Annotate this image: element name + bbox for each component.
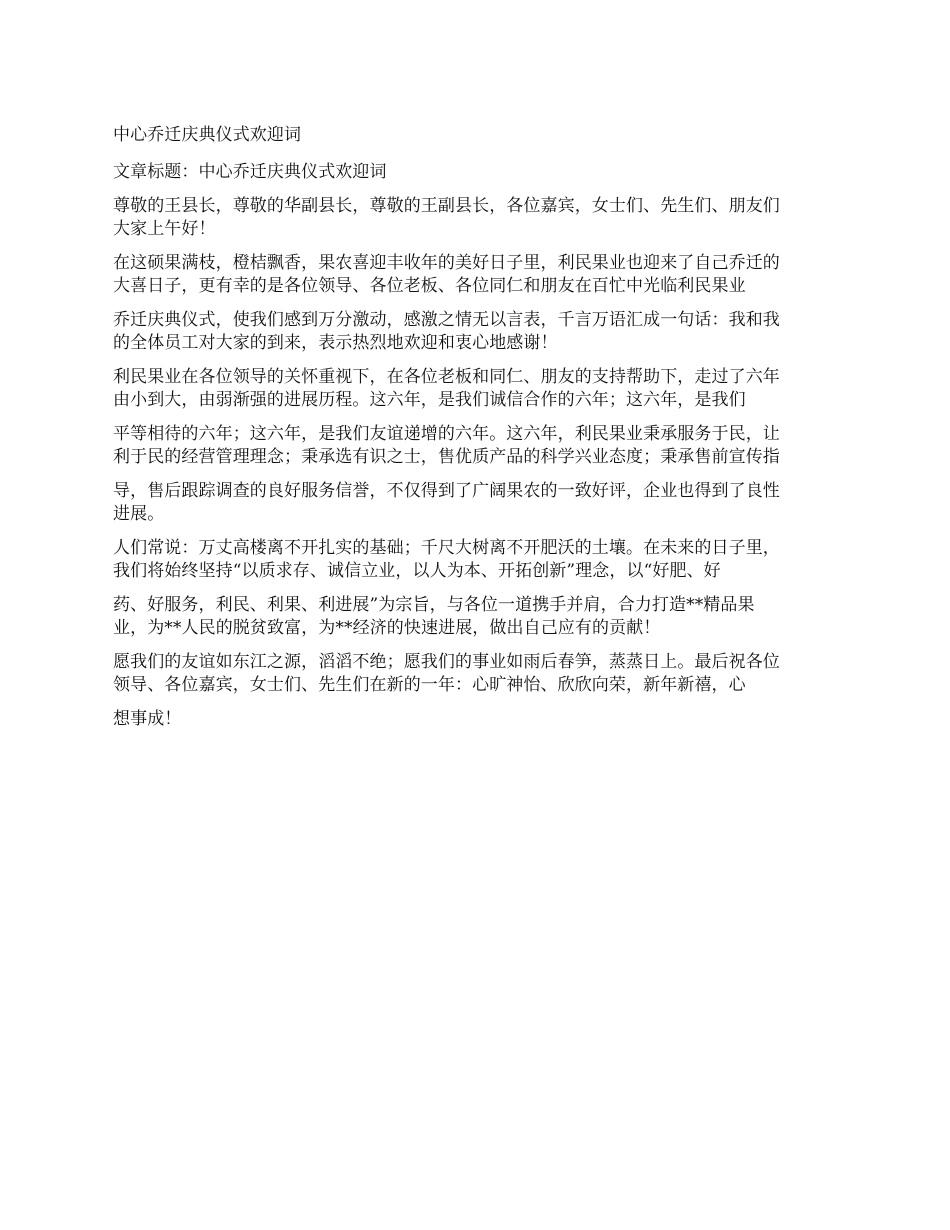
paragraph-service: 导，售后跟踪调查的良好服务信誉，不仅得到了广阔果农的一致好评，企业也得到了良性 进展。 xyxy=(113,481,780,524)
paragraph-occasion: 在这硕果满枝，橙桔飘香，果农喜迎丰收年的美好日子里，利民果业也迎来了自己乔迁的 大喜日子，更有幸的是各位领导、各位老板、各位同仁和朋友在百忙中光临利民果业 xyxy=(113,253,780,296)
article-title-line: 文章标题：中心乔迁庆典仪式欢迎词 xyxy=(113,162,387,182)
paragraph-history: 利民果业在各位领导的关怀重视下，在各位老板和同仁、朋友的支持帮助下，走过了六年 由小到大，由弱渐强的进展历程。这六年，是我们诚信合作的六年；这六年，是我们 xyxy=(113,367,780,410)
paragraph-greeting: 尊敬的王县长，尊敬的华副县长，尊敬的王副县长，各位嘉宾，女士们、先生们、朋友们 大家上午好！ xyxy=(113,196,780,239)
paragraph-wishes: 愿我们的友谊如东江之源，滔滔不绝；愿我们的事业如雨后春笋，蒸蒸日上。最后祝各位 领导、各位嘉宾，女士们、先生们在新的一年：心旷神怡、欣欣向荣，新年新禧，心 xyxy=(113,652,780,695)
paragraph-thanks: 乔迁庆典仪式，使我们感到万分激动，感激之情无以言表，千言万语汇成一句话：我和我 的全体员工对大家的到来，表示热烈地欢迎和衷心地感谢！ xyxy=(113,310,780,353)
document-body xyxy=(113,124,841,742)
document-heading: 中心乔迁庆典仪式欢迎词 xyxy=(113,125,302,145)
paragraph-future: 人们常说：万丈高楼离不开扎实的基础；千尺大树离不开肥沃的土壤。在未来的日子里， 我们将始终坚持“以质求存、诚信立业，以人为本、开拓创新”理念，以“好肥、好 xyxy=(113,538,780,581)
paragraph-philosophy: 平等相待的六年；这六年，是我们友谊递增的六年。这六年，利民果业秉承服务于民，让 利于民的经营管理理念；秉承选有识之士，售优质产品的科学兴业态度；秉承售前宣传指 xyxy=(113,424,780,467)
paragraph-closing: 想事成！ xyxy=(113,709,182,729)
paragraph-mission: 药、好服务，利民、利果、利进展”为宗旨，与各位一道携手并肩，合力打造**精品果 业，为**人民的脱贫致富，为**经济的快速进展，做出自己应有的贡献！ xyxy=(113,595,755,638)
